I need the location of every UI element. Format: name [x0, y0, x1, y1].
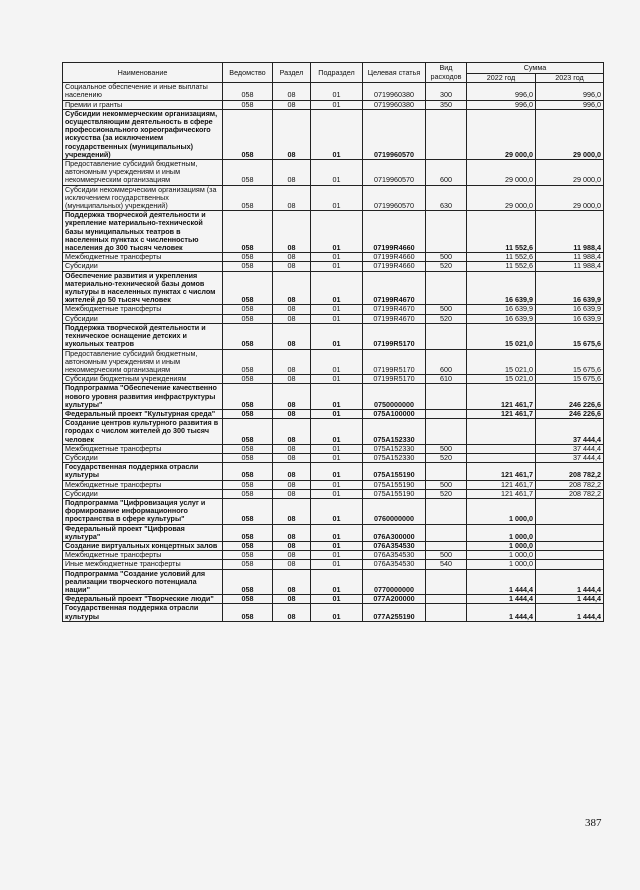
row-target-article: 075A155190 — [363, 463, 426, 480]
row-razdel: 08 — [273, 595, 311, 604]
row-vedomstvo: 058 — [223, 604, 273, 621]
row-expense-type: 600 — [426, 349, 467, 375]
row-vedomstvo: 058 — [223, 384, 273, 410]
row-sum-2022: 16 639,9 — [467, 305, 536, 314]
row-target-article: 07199R5170 — [363, 375, 426, 384]
table-row — [63, 253, 604, 262]
row-sum-2022 — [467, 453, 536, 462]
row-sum-2022: 1 000,0 — [467, 498, 536, 524]
row-razdel: 08 — [273, 253, 311, 262]
row-podrazdel: 01 — [311, 253, 363, 262]
row-sum-2022: 11 552,6 — [467, 211, 536, 253]
row-expense-type — [426, 409, 467, 418]
table-row — [63, 349, 604, 375]
row-expense-type: 500 — [426, 551, 467, 560]
row-razdel: 08 — [273, 185, 311, 211]
row-expense-type — [426, 419, 467, 445]
row-target-article: 07199R4670 — [363, 314, 426, 323]
row-sum-2022: 15 021,0 — [467, 323, 536, 349]
table-row — [63, 211, 604, 253]
row-expense-type: 630 — [426, 185, 467, 211]
row-sum-2023 — [536, 498, 604, 524]
row-target-article: 077A255190 — [363, 604, 426, 621]
row-name: Субсидии — [63, 262, 223, 271]
row-vedomstvo: 058 — [223, 480, 273, 489]
row-expense-type: 500 — [426, 480, 467, 489]
row-vedomstvo: 058 — [223, 262, 273, 271]
row-target-article: 07199R4660 — [363, 253, 426, 262]
row-sum-2022: 15 021,0 — [467, 375, 536, 384]
row-vedomstvo: 058 — [223, 551, 273, 560]
row-vedomstvo: 058 — [223, 160, 273, 186]
row-name: Субсидии — [63, 314, 223, 323]
row-name: Субсидии — [63, 453, 223, 462]
row-razdel: 08 — [273, 314, 311, 323]
row-vedomstvo: 058 — [223, 375, 273, 384]
row-sum-2023: 15 675,6 — [536, 349, 604, 375]
row-vedomstvo: 058 — [223, 524, 273, 541]
row-podrazdel: 01 — [311, 419, 363, 445]
row-sum-2023: 16 639,9 — [536, 314, 604, 323]
row-vedomstvo: 058 — [223, 83, 273, 100]
row-name: Межбюджетные трансферты — [63, 480, 223, 489]
table-row — [63, 109, 604, 159]
table-row — [63, 100, 604, 109]
row-expense-type: 540 — [426, 560, 467, 569]
table-row — [63, 409, 604, 418]
row-target-article: 07199R4660 — [363, 262, 426, 271]
row-podrazdel: 01 — [311, 262, 363, 271]
row-sum-2023: 208 782,2 — [536, 463, 604, 480]
row-target-article: 07199R4660 — [363, 211, 426, 253]
row-name: Создание виртуальных концертных залов — [63, 541, 223, 550]
row-razdel: 08 — [273, 83, 311, 100]
row-sum-2022: 1 000,0 — [467, 524, 536, 541]
header-name: Наименование — [63, 63, 223, 83]
row-expense-type — [426, 541, 467, 550]
row-razdel: 08 — [273, 604, 311, 621]
row-podrazdel: 01 — [311, 498, 363, 524]
row-podrazdel: 01 — [311, 323, 363, 349]
table-row — [63, 560, 604, 569]
row-podrazdel: 01 — [311, 551, 363, 560]
row-target-article: 0719960570 — [363, 185, 426, 211]
header-vedomstvo: Ведомство — [223, 63, 273, 83]
row-razdel: 08 — [273, 453, 311, 462]
row-expense-type — [426, 524, 467, 541]
row-expense-type — [426, 498, 467, 524]
table-row — [63, 453, 604, 462]
row-razdel: 08 — [273, 463, 311, 480]
row-target-article: 075A152330 — [363, 444, 426, 453]
row-vedomstvo: 058 — [223, 305, 273, 314]
row-sum-2023: 1 444,4 — [536, 569, 604, 595]
row-sum-2023: 11 988,4 — [536, 253, 604, 262]
row-expense-type: 500 — [426, 444, 467, 453]
row-razdel: 08 — [273, 109, 311, 159]
row-vedomstvo: 058 — [223, 453, 273, 462]
row-razdel: 08 — [273, 100, 311, 109]
row-target-article: 07199R4670 — [363, 271, 426, 305]
row-razdel: 08 — [273, 541, 311, 550]
row-target-article: 076A300000 — [363, 524, 426, 541]
row-podrazdel: 01 — [311, 305, 363, 314]
row-vedomstvo: 058 — [223, 349, 273, 375]
row-expense-type: 500 — [426, 305, 467, 314]
row-sum-2022: 121 461,7 — [467, 480, 536, 489]
row-podrazdel: 01 — [311, 524, 363, 541]
row-vedomstvo: 058 — [223, 323, 273, 349]
row-sum-2023: 16 639,9 — [536, 305, 604, 314]
row-target-article: 076A354530 — [363, 551, 426, 560]
row-target-article: 0719960570 — [363, 160, 426, 186]
row-razdel: 08 — [273, 375, 311, 384]
header-expense-type: Вид расходов — [426, 63, 467, 83]
row-expense-type — [426, 463, 467, 480]
row-podrazdel: 01 — [311, 375, 363, 384]
row-vedomstvo: 058 — [223, 314, 273, 323]
row-podrazdel: 01 — [311, 453, 363, 462]
table-row — [63, 305, 604, 314]
row-sum-2023: 11 988,4 — [536, 262, 604, 271]
row-expense-type — [426, 569, 467, 595]
row-expense-type: 500 — [426, 253, 467, 262]
row-name: Подпрограмма "Создание условий для реализации творческого потенциала нации" — [63, 569, 223, 595]
row-vedomstvo: 058 — [223, 100, 273, 109]
row-vedomstvo: 058 — [223, 211, 273, 253]
row-podrazdel: 01 — [311, 314, 363, 323]
table-body — [63, 83, 604, 622]
table-row — [63, 480, 604, 489]
row-vedomstvo: 058 — [223, 560, 273, 569]
table-row — [63, 551, 604, 560]
row-sum-2022: 1 000,0 — [467, 551, 536, 560]
row-sum-2023: 37 444,4 — [536, 453, 604, 462]
table-row — [63, 185, 604, 211]
row-name: Обеспечение развития и укрепления материально-технической базы домов культуры в населенных пунктах с числом жителей до 50 тысяч человек — [63, 271, 223, 305]
header-sum: Сумма — [467, 63, 604, 74]
row-sum-2022: 1 444,4 — [467, 569, 536, 595]
row-expense-type: 520 — [426, 489, 467, 498]
row-razdel: 08 — [273, 271, 311, 305]
row-sum-2023: 29 000,0 — [536, 109, 604, 159]
row-target-article: 07199R5170 — [363, 323, 426, 349]
row-name: Межбюджетные трансферты — [63, 253, 223, 262]
row-razdel: 08 — [273, 305, 311, 314]
row-sum-2023: 1 444,4 — [536, 595, 604, 604]
table-row — [63, 83, 604, 100]
table-row — [63, 524, 604, 541]
row-sum-2023: 37 444,4 — [536, 419, 604, 445]
row-podrazdel: 01 — [311, 185, 363, 211]
table-row — [63, 314, 604, 323]
row-target-article: 077A200000 — [363, 595, 426, 604]
row-name: Субсидии бюджетным учреждениям — [63, 375, 223, 384]
row-vedomstvo: 058 — [223, 498, 273, 524]
table-row — [63, 444, 604, 453]
row-sum-2022 — [467, 444, 536, 453]
row-expense-type — [426, 271, 467, 305]
row-sum-2023 — [536, 551, 604, 560]
row-target-article: 0750000000 — [363, 384, 426, 410]
row-sum-2023 — [536, 524, 604, 541]
row-sum-2022: 1 000,0 — [467, 560, 536, 569]
row-razdel: 08 — [273, 569, 311, 595]
row-podrazdel: 01 — [311, 409, 363, 418]
row-podrazdel: 01 — [311, 271, 363, 305]
row-razdel: 08 — [273, 498, 311, 524]
row-expense-type — [426, 384, 467, 410]
row-name: Федеральный проект "Творческие люди" — [63, 595, 223, 604]
row-expense-type: 520 — [426, 314, 467, 323]
row-sum-2023: 16 639,9 — [536, 271, 604, 305]
row-name: Межбюджетные трансферты — [63, 551, 223, 560]
row-razdel: 08 — [273, 524, 311, 541]
table-row — [63, 160, 604, 186]
row-name: Предоставление субсидий бюджетным, автономным учреждениям и иным некоммерческим организациям — [63, 160, 223, 186]
row-vedomstvo: 058 — [223, 444, 273, 453]
row-sum-2023: 1 444,4 — [536, 604, 604, 621]
table-row — [63, 604, 604, 621]
row-sum-2022: 11 552,6 — [467, 253, 536, 262]
row-podrazdel: 01 — [311, 384, 363, 410]
table-row — [63, 323, 604, 349]
row-name: Федеральный проект "Цифровая культура" — [63, 524, 223, 541]
row-razdel: 08 — [273, 419, 311, 445]
row-sum-2023: 208 782,2 — [536, 480, 604, 489]
row-target-article: 075A155190 — [363, 480, 426, 489]
row-name: Федеральный проект "Культурная среда" — [63, 409, 223, 418]
row-podrazdel: 01 — [311, 349, 363, 375]
row-name: Межбюджетные трансферты — [63, 444, 223, 453]
table-row — [63, 595, 604, 604]
row-razdel: 08 — [273, 489, 311, 498]
row-vedomstvo: 058 — [223, 489, 273, 498]
row-sum-2022: 29 000,0 — [467, 185, 536, 211]
row-sum-2023: 11 988,4 — [536, 211, 604, 253]
row-podrazdel: 01 — [311, 480, 363, 489]
row-name: Поддержка творческой деятельности и техническое оснащение детских и кукольных театров — [63, 323, 223, 349]
row-razdel: 08 — [273, 349, 311, 375]
row-razdel: 08 — [273, 551, 311, 560]
row-podrazdel: 01 — [311, 160, 363, 186]
header-razdel: Раздел — [273, 63, 311, 83]
row-name: Государственная поддержка отрасли культуры — [63, 604, 223, 621]
table-row — [63, 271, 604, 305]
row-expense-type — [426, 604, 467, 621]
row-expense-type — [426, 109, 467, 159]
row-podrazdel: 01 — [311, 604, 363, 621]
row-razdel: 08 — [273, 323, 311, 349]
row-sum-2022: 121 461,7 — [467, 384, 536, 410]
row-name: Социальное обеспечение и иные выплаты населению — [63, 83, 223, 100]
row-sum-2023: 996,0 — [536, 83, 604, 100]
row-podrazdel: 01 — [311, 541, 363, 550]
budget-table — [62, 62, 604, 622]
row-name: Подпрограмма "Обеспечение качественно нового уровня развития инфраструктуры культуры" — [63, 384, 223, 410]
table-row — [63, 463, 604, 480]
table-row — [63, 262, 604, 271]
row-target-article: 076A354530 — [363, 560, 426, 569]
row-sum-2022: 29 000,0 — [467, 109, 536, 159]
row-sum-2022: 1 444,4 — [467, 604, 536, 621]
row-vedomstvo: 058 — [223, 109, 273, 159]
row-sum-2023: 996,0 — [536, 100, 604, 109]
page-number: 387 — [585, 817, 602, 829]
row-target-article: 0719960380 — [363, 83, 426, 100]
row-expense-type: 520 — [426, 262, 467, 271]
row-expense-type: 350 — [426, 100, 467, 109]
row-sum-2023: 208 782,2 — [536, 489, 604, 498]
row-target-article: 075A100000 — [363, 409, 426, 418]
row-razdel: 08 — [273, 560, 311, 569]
header-target-article: Целевая статья — [363, 63, 426, 83]
row-expense-type — [426, 211, 467, 253]
header-year-2023: 2023 год — [536, 74, 604, 83]
row-sum-2023: 15 675,6 — [536, 375, 604, 384]
row-razdel: 08 — [273, 262, 311, 271]
row-name: Подпрограмма "Цифровизация услуг и формирование информационного пространства в сфере культуры" — [63, 498, 223, 524]
row-sum-2022: 16 639,9 — [467, 271, 536, 305]
row-vedomstvo: 058 — [223, 595, 273, 604]
row-sum-2023: 246 226,6 — [536, 384, 604, 410]
row-sum-2022: 15 021,0 — [467, 349, 536, 375]
row-sum-2022: 16 639,9 — [467, 314, 536, 323]
row-vedomstvo: 058 — [223, 409, 273, 418]
row-expense-type: 300 — [426, 83, 467, 100]
row-podrazdel: 01 — [311, 463, 363, 480]
table-row — [63, 384, 604, 410]
table-row — [63, 569, 604, 595]
row-name: Субсидии — [63, 489, 223, 498]
row-sum-2022: 121 461,7 — [467, 463, 536, 480]
row-vedomstvo: 058 — [223, 419, 273, 445]
row-target-article: 0760000000 — [363, 498, 426, 524]
row-sum-2022 — [467, 419, 536, 445]
row-vedomstvo: 058 — [223, 569, 273, 595]
row-sum-2022: 11 552,6 — [467, 262, 536, 271]
row-target-article: 075A152330 — [363, 453, 426, 462]
row-target-article: 07199R4670 — [363, 305, 426, 314]
row-razdel: 08 — [273, 211, 311, 253]
row-target-article: 0719960570 — [363, 109, 426, 159]
row-podrazdel: 01 — [311, 109, 363, 159]
row-podrazdel: 01 — [311, 489, 363, 498]
row-name: Государственная поддержка отрасли культуры — [63, 463, 223, 480]
row-razdel: 08 — [273, 409, 311, 418]
row-expense-type: 610 — [426, 375, 467, 384]
row-name: Создание центров культурного развития в городах с числом жителей до 300 тысяч человек — [63, 419, 223, 445]
row-target-article: 076A354530 — [363, 541, 426, 550]
table-row — [63, 419, 604, 445]
row-vedomstvo: 058 — [223, 463, 273, 480]
row-sum-2023: 37 444,4 — [536, 444, 604, 453]
table-row — [63, 489, 604, 498]
row-sum-2023 — [536, 560, 604, 569]
table-row — [63, 375, 604, 384]
row-name: Предоставление субсидий бюджетным, автономным учреждениям и иным некоммерческим организациям — [63, 349, 223, 375]
row-sum-2022: 996,0 — [467, 83, 536, 100]
row-podrazdel: 01 — [311, 444, 363, 453]
row-target-article: 075A152330 — [363, 419, 426, 445]
table-row — [63, 498, 604, 524]
row-podrazdel: 01 — [311, 83, 363, 100]
row-name: Поддержка творческой деятельности и укрепление материально-технической базы муниципальных театров в населенных пунктах с численностью населения до 300 тысяч человек — [63, 211, 223, 253]
row-name: Премии и гранты — [63, 100, 223, 109]
row-sum-2022: 996,0 — [467, 100, 536, 109]
row-expense-type: 520 — [426, 453, 467, 462]
header-podrazdel: Подраздел — [311, 63, 363, 83]
row-podrazdel: 01 — [311, 595, 363, 604]
row-vedomstvo: 058 — [223, 271, 273, 305]
row-razdel: 08 — [273, 480, 311, 489]
row-expense-type — [426, 323, 467, 349]
row-sum-2023: 29 000,0 — [536, 185, 604, 211]
row-sum-2022: 121 461,7 — [467, 489, 536, 498]
row-sum-2023 — [536, 541, 604, 550]
row-sum-2022: 1 000,0 — [467, 541, 536, 550]
row-target-article: 0770000000 — [363, 569, 426, 595]
row-sum-2022: 29 000,0 — [467, 160, 536, 186]
row-expense-type — [426, 595, 467, 604]
row-podrazdel: 01 — [311, 100, 363, 109]
row-name: Иные межбюджетные трансферты — [63, 560, 223, 569]
table-row — [63, 541, 604, 550]
budget-table-sheet — [62, 62, 604, 622]
header-year-2022: 2022 год — [467, 74, 536, 83]
row-sum-2022: 121 461,7 — [467, 409, 536, 418]
row-razdel: 08 — [273, 384, 311, 410]
row-vedomstvo: 058 — [223, 253, 273, 262]
row-sum-2022: 1 444,4 — [467, 595, 536, 604]
row-vedomstvo: 058 — [223, 185, 273, 211]
row-name: Межбюджетные трансферты — [63, 305, 223, 314]
row-sum-2023: 15 675,6 — [536, 323, 604, 349]
row-razdel: 08 — [273, 160, 311, 186]
row-razdel: 08 — [273, 444, 311, 453]
row-target-article: 075A155190 — [363, 489, 426, 498]
row-podrazdel: 01 — [311, 569, 363, 595]
row-vedomstvo: 058 — [223, 541, 273, 550]
row-podrazdel: 01 — [311, 560, 363, 569]
row-name: Субсидии некоммерческим организациям (за исключением государственных (муниципальных) учреждений) — [63, 185, 223, 211]
row-sum-2023: 29 000,0 — [536, 160, 604, 186]
row-name: Субсидии некоммерческим организациям, осуществляющим деятельность в сфере профессионального хореографического искусства (за исключением государственных (муниципальных) учреждений) — [63, 109, 223, 159]
row-expense-type: 600 — [426, 160, 467, 186]
row-sum-2023: 246 226,6 — [536, 409, 604, 418]
row-podrazdel: 01 — [311, 211, 363, 253]
row-target-article: 07199R5170 — [363, 349, 426, 375]
row-target-article: 0719960380 — [363, 100, 426, 109]
